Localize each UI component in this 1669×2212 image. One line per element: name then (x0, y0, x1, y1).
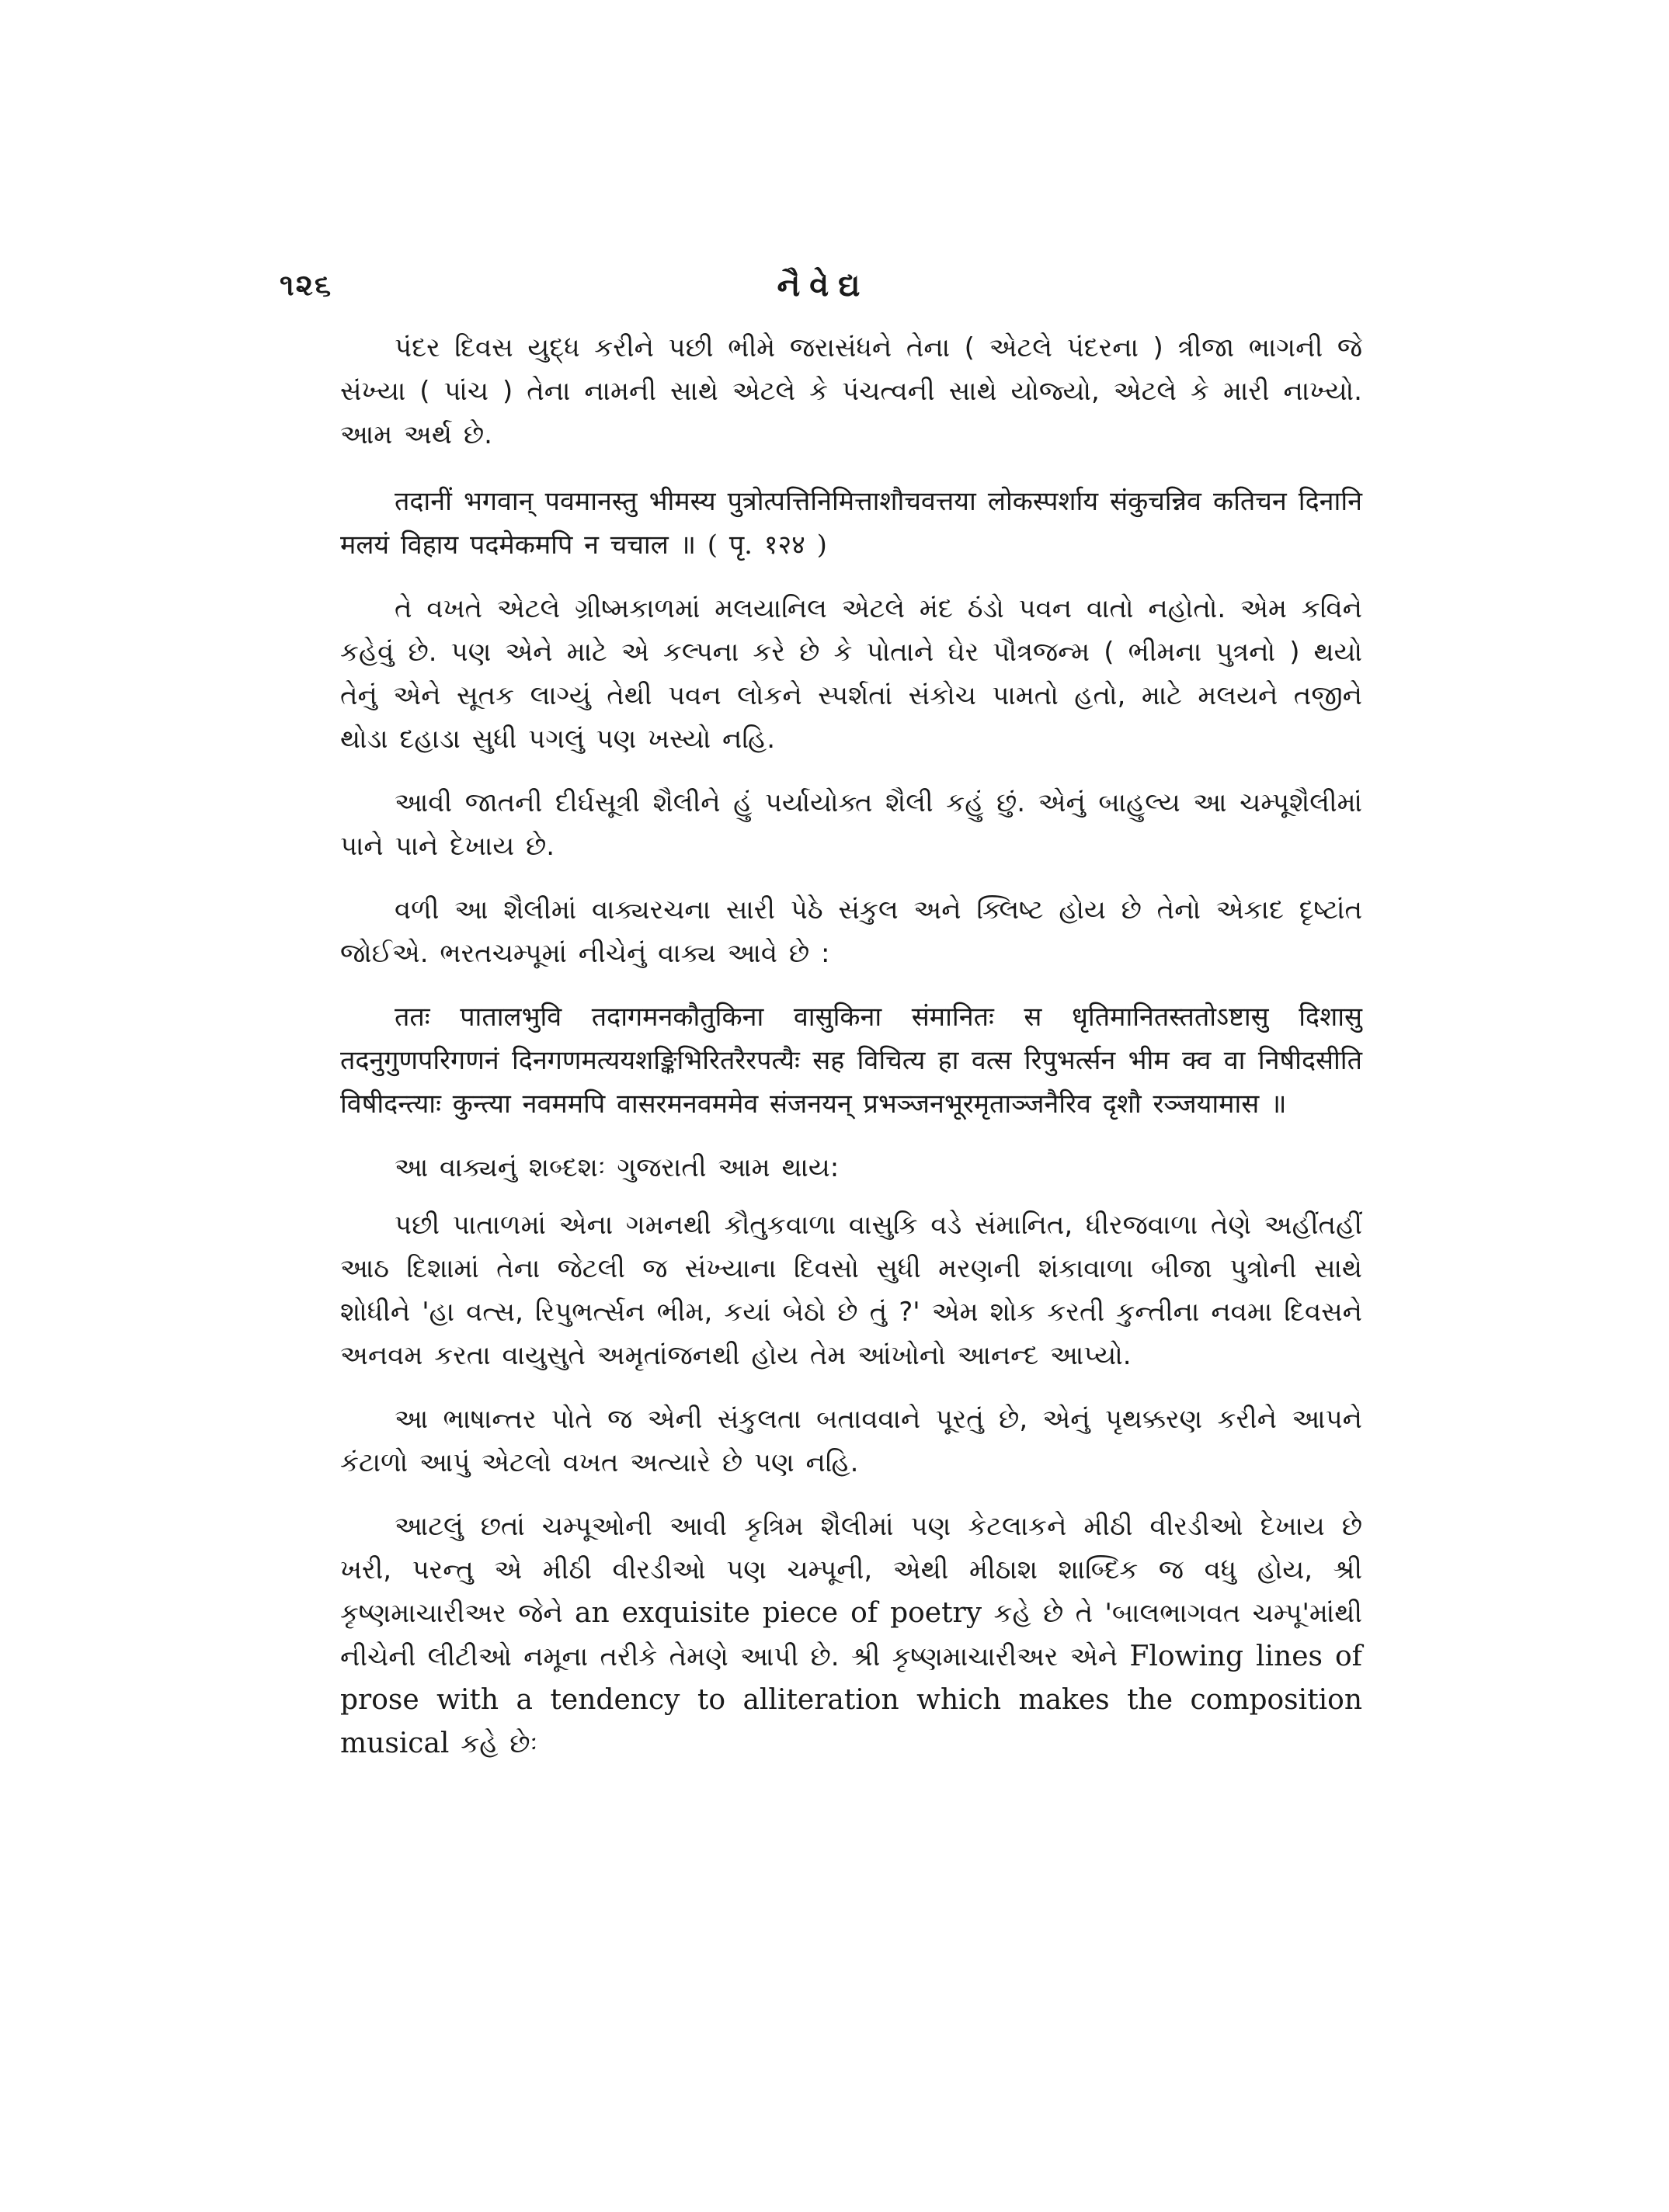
paragraph-8 (340, 1505, 1362, 1766)
page-number: ૧૨૬ (280, 268, 333, 302)
paragraph-8-part-2: કહે છે તે 'બાલભાગવત ચમ્પૂ'માંથી નીચેની લીટીઓ નમૂના તરીકે તેમણે આપી છે. શ્રી કૃષ્ણમાચારીઅર એને (340, 1598, 1362, 1672)
paragraph-3: આવી જાતની દીર્ઘસૂત્રી શૈલીને હું પર્યાયોક્ત શૈલી કહું છું. એનું બાહુલ્ય આ ચમ્પૂશૈલીમાં પાને પાને દેખાય છે. (340, 787, 1362, 862)
paragraph-8-part-1: આટલું છતાં ચમ્પૂઓની આવી કૃત્રિમ શૈલીમાં પણ કેટલાકને મીઠી વીરડીઓ દેખાય છે ખરી, પરન્તુ એ મીઠી વીરડીઓ પણ ચમ્પૂની, એથી મીઠાશ શાબ્દિક જ વધુ હોય, શ્રી કૃષ્ણમાચારીઅર જેને (340, 1511, 1362, 1629)
page-header (280, 268, 1367, 314)
sanskrit-quote-2: ततः पातालभुवि तदागमनकौतुकिना वासुकिना संमानितः स धृतिमानितस्ततोऽष्टासु दिशासु तदनुगुणपरिगणनं दिनगणमत्ययशङ्किभिरितरैरपत्यैः सह विचित्य हा वत्स रिपुभर्त्सन भीम क्व वा निषीदसीति विषीदन्त्याः कुन्त्या नवममपि वासरमनवममेव संजनयन् प्रभञ्जनभूरमृताञ्जनैरिव दृशौ रञ्जयामास ॥ (340, 1002, 1362, 1120)
body-text (340, 326, 1362, 1766)
paragraph-6: પછી પાતાળમાં એના ગમનથી કૌતુકવાળા વાસુકિ વડે સંમાનિત, ધીરજવાળા તેણે અહીંતહીં આઠ દિશામાં તેના જેટલી જ સંખ્યાના દિવસો સુધી મરણની શંકાવાળા બીજા પુત્રોની સાથે શોધીને 'હા વત્સ, રિપુભર્ત્સન ભીમ, કયાં બેઠો છે તું ?' એમ શોક કરતી કુન્તીના નવમા દિવસને અનવમ કરતા વાયુસુતે અમૃતાંજનથી હોય તેમ આંખોનો આનન્દ આપ્યો. (340, 1210, 1362, 1371)
paragraph-2: તે વખતે એટલે ગ્રીષ્મકાળમાં મલયાનિલ એટલે મંદ ઠંડો પવન વાતો નહોતો. એમ કવિને કહેવું છે. પણ એને માટે એ કલ્પના કરે છે કે પોતાને ઘેર પૌત્રજન્મ ( ભીમના પુત્રનો ) થયો તેનું એને સૂતક લાગ્યું તેથી પવન લોકને સ્પર્શતાં સંકોચ પામતો હતો, માટે મલયને તજીને થોડા દહાડા સુધી પગલું પણ ખસ્યો નહિ. (340, 593, 1362, 755)
paragraph-1: પંદર દિવસ યુદ્ધ કરીને પછી ભીમે જરાસંધને તેના ( એટલે પંદરના ) ત્રીજા ભાગની જે સંખ્યા ( પાંચ ) તેના નામની સાથે એટલે કે પંચત્વની સાથે યોજ્યો, એટલે કે મારી નાખ્યો. આમ અર્થ છે. (340, 332, 1362, 450)
paragraph-4: વળી આ શૈલીમાં વાક્યરચના સારી પેઠે સંકુલ અને ક્લિષ્ટ હોય છે તેનો એકાદ દૃષ્ટાંત જોઈએ. ભરતચમ્પૂમાં નીચેનું વાક્ય આવે છે : (340, 894, 1362, 969)
sanskrit-quote-1: तदानीं भगवान् पवमानस्तु भीमस्य पुत्रोत्पत्तिनिमित्ताशौचवत्तया लोकस्पर्शाय संकुचन्निव कतिचन दिनानि मलयं विहाय पदमेकमपि न चचाल ॥ ( पृ. १२४ ) (340, 486, 1362, 561)
paragraph-8-part-3: કહે છેઃ (461, 1728, 538, 1759)
running-title: નૈવેદ્ય (777, 268, 870, 304)
english-phrase-2: Flowing lines of prose with a tendency to alliteration which makes the composition musical (340, 1641, 1362, 1759)
english-phrase-1: an exquisite piece of poetry (575, 1597, 982, 1629)
paragraph-7: આ ભાષાન્તર પોતે જ એની સંકુલતા બતાવવાને પૂરતું છે, એનું પૃથક્કરણ કરીને આપને કંટાળો આપું એટલો વખત અત્યારે છે પણ નહિ. (340, 1404, 1362, 1478)
paragraph-5: આ વાક્યનું શબ્દશઃ ગુજરાતી આમ થાય: (395, 1152, 840, 1183)
